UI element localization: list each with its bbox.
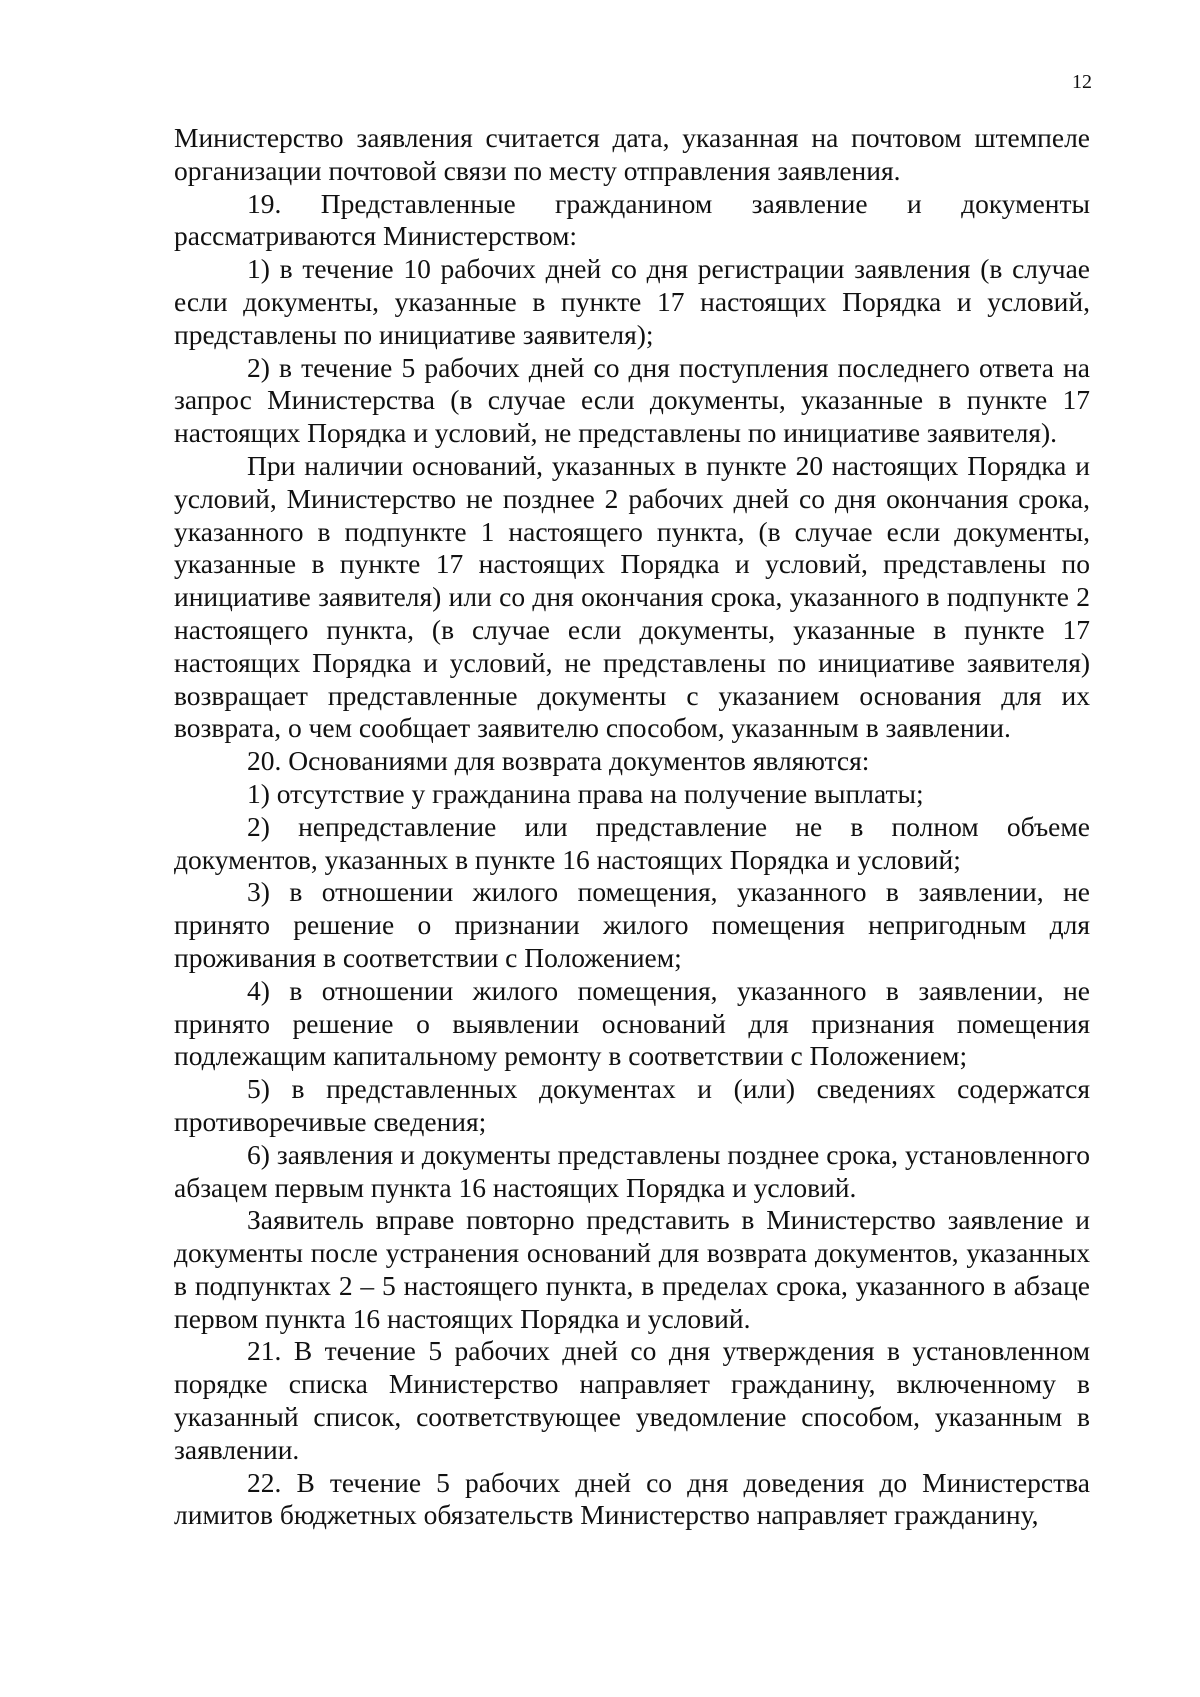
paragraph-item-20-resubmit: Заявитель вправе повторно представить в Министерство заявление и документы после устранения оснований для возврата документов, указанных в подпунктах 2 – 5 настоящего пункта, в пределах срока, указанного в абзаце первом пункта 16 настоящих Порядка и условий.	[174, 1204, 1090, 1334]
paragraph-item-19-1: 1) в течение 10 рабочих дней со дня регистрации заявления (в случае если документы, указанные в пункте 17 настоящих Порядка и условий, представлены по инициативе заявителя);	[174, 253, 1090, 350]
paragraph-item-19-return: При наличии оснований, указанных в пункте 20 настоящих Порядка и условий, Министерство не позднее 2 рабочих дней со дня окончания срока, указанного в подпункте 1 настоящего пункта, (в случае если документы, указанные в пункте 17 настоящих Порядка и условий, представлены по инициативе заявителя) или со дня окончания срока, указанного в подпункте 2 настоящего пункта, (в случае если документы, указанные в пункте 17 настоящих Порядка и условий, не представлены по инициативе заявителя) возвращает представленные документы с указанием основания для их возврата, о чем сообщает заявителю способом, указанным в заявлении.	[174, 449, 1090, 744]
paragraph-item-19-2: 2) в течение 5 рабочих дней со дня поступления последнего ответа на запрос Министерства (в случае если документы, указанные в пункте 17 настоящих Порядка и условий, не представлены по инициативе заявителя).	[174, 351, 1090, 449]
paragraph-item-20-2: 2) непредставление или представление не в полном объеме документов, указанных в пункте 16 настоящих Порядка и условий;	[174, 810, 1090, 875]
paragraph-item-20-3: 3) в отношении жилого помещения, указанного в заявлении, не принято решение о признании жилого помещения непригодным для проживания в соответствии с Положением;	[174, 876, 1090, 973]
page-number: 12	[1072, 71, 1092, 93]
paragraph-continuation: Министерство заявления считается дата, указанная на почтовом штемпеле организации почтовой связи по месту отправления заявления.	[174, 122, 1090, 186]
paragraph-item-20-5: 5) в представленных документах и (или) сведениях содержатся противоречивые сведения;	[174, 1073, 1090, 1137]
paragraph-item-21: 21. В течение 5 рабочих дней со дня утверждения в установленном порядке списка Министерство направляет гражданину, включенному в указанный список, соответствующее уведомление способом, указанным в заявлении.	[174, 1335, 1090, 1465]
paragraph-item-22: 22. В течение 5 рабочих дней со дня доведения до Министерства лимитов бюджетных обязательств Министерство направляет гражданину,	[174, 1466, 1090, 1531]
paragraph-item-20: 20. Основаниями для возврата документов являются:	[247, 745, 870, 777]
paragraph-item-20-4: 4) в отношении жилого помещения, указанного в заявлении, не принято решение о выявлении оснований для признания помещения подлежащим капитальному ремонту в соответствии с Положением;	[174, 974, 1090, 1072]
paragraph-item-20-1: 1) отсутствие у гражданина права на получение выплаты;	[247, 777, 924, 809]
document-body	[174, 122, 1090, 1532]
paragraph-item-20-6: 6) заявления и документы представлены позднее срока, установленного абзацем первым пункта 16 настоящих Порядка и условий.	[174, 1138, 1090, 1203]
paragraph-item-19: 19. Представленные гражданином заявление и документы рассматриваются Министерством:	[174, 187, 1090, 252]
